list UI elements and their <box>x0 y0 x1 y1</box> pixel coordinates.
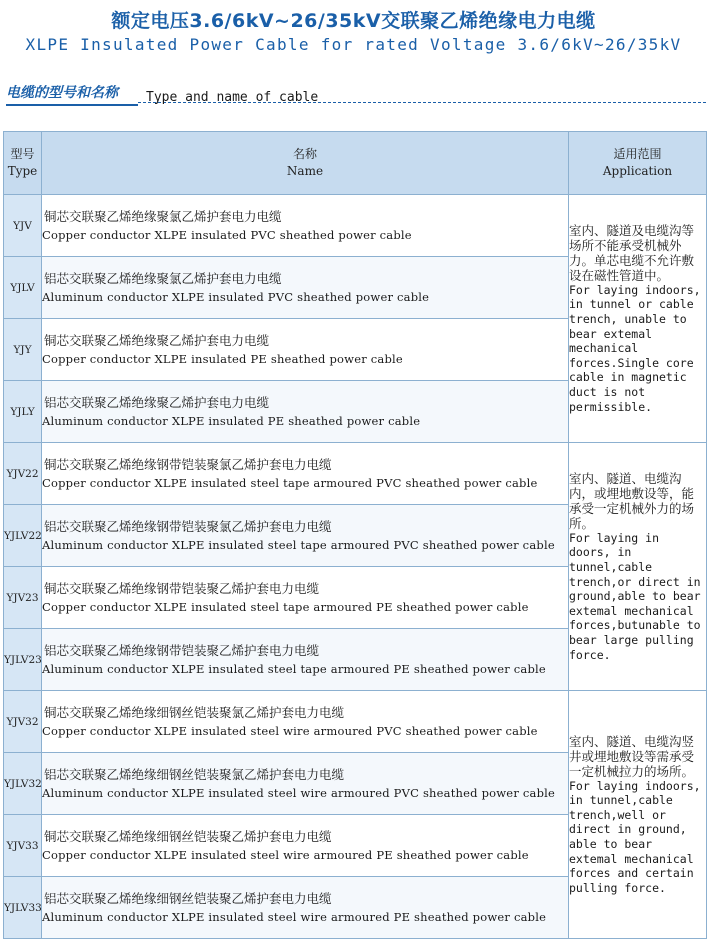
cell-model: YJV <box>4 195 42 257</box>
cable-table <box>3 131 707 939</box>
cable-name-zh: 铜芯交联聚乙烯绝缘聚氯乙烯护套电力电缆 <box>44 208 282 224</box>
cable-name-en: Copper conductor XLPE insulated steel wire armoured PVC sheathed power cable <box>42 723 538 738</box>
cell-model: YJLV <box>4 257 42 319</box>
cell-name <box>42 815 569 877</box>
cell-model: YJLV33 <box>4 877 42 939</box>
cable-name-en: Aluminum conductor XLPE insulated PVC sheathed power cable <box>42 289 430 304</box>
application-en: For laying indoors, in tunnel,cable trench,well or direct in ground, able to bear extemal mechanical forces and certain pulling force. <box>569 778 701 895</box>
cable-name-en: Aluminum conductor XLPE insulated steel tape armoured PVC sheathed power cable <box>42 537 555 552</box>
cable-name-zh: 铝芯交联聚乙烯绝缘细钢丝铠装聚氯乙烯护套电力电缆 <box>44 766 345 782</box>
header-model-zh: 型号 <box>10 147 35 161</box>
application-zh: 室内、隧道、电缆沟内，或埋地敷设等，能承受一定机械外力的场所。 <box>569 470 695 531</box>
cell-name <box>42 443 569 505</box>
cable-name-en: Aluminum conductor XLPE insulated PE sheathed power cable <box>42 413 421 428</box>
application-en: For laying indoors, in tunnel or cable trench, unable to bear extemal mechanical forces.Single core cable in magnetic duct is not permissible. <box>569 282 701 414</box>
cell-name <box>42 567 569 629</box>
table-row <box>4 195 707 257</box>
table-row <box>4 443 707 505</box>
cable-name-zh: 铝芯交联聚乙烯绝缘钢带铠装聚氯乙烯护套电力电缆 <box>44 518 332 534</box>
cable-name-zh: 铜芯交联聚乙烯绝缘细钢丝铠装聚氯乙烯护套电力电缆 <box>44 704 345 720</box>
cable-name-zh: 铜芯交联聚乙烯绝缘聚乙烯护套电力电缆 <box>44 332 270 348</box>
page-title-en: XLPE Insulated Power Cable for rated Voltage 3.6/6kV~26/35kV <box>25 35 682 54</box>
cell-application <box>569 195 707 443</box>
section-header <box>6 80 706 110</box>
header-name-zh: 名称 <box>292 147 317 161</box>
cable-name-en: Aluminum conductor XLPE insulated steel wire armoured PVC sheathed power cable <box>42 785 556 800</box>
table-header-row <box>4 132 707 195</box>
cell-name <box>42 319 569 381</box>
cell-application <box>569 691 707 939</box>
cell-application <box>569 443 707 691</box>
cell-name <box>42 257 569 319</box>
header-model-en: Type <box>7 164 38 178</box>
cell-model: YJLV32 <box>4 753 42 815</box>
cable-name-en: Copper conductor XLPE insulated steel tape armoured PE sheathed power cable <box>42 599 529 614</box>
cable-name-en: Copper conductor XLPE insulated steel tape armoured PVC sheathed power cable <box>42 475 538 490</box>
header-application <box>569 132 707 195</box>
cell-model: YJV32 <box>4 691 42 753</box>
cable-name-zh: 铝芯交联聚乙烯绝缘细钢丝铠装聚乙烯护套电力电缆 <box>44 890 332 906</box>
cable-name-zh: 铝芯交联聚乙烯绝缘聚乙烯护套电力电缆 <box>44 394 270 410</box>
cell-model: YJLV22 <box>4 505 42 567</box>
cell-name <box>42 877 569 939</box>
application-zh: 室内、隧道、电缆沟竖井或埋地敷设等需承受一定机械拉力的场所。 <box>569 733 695 779</box>
cell-name <box>42 195 569 257</box>
cable-name-zh: 铜芯交联聚乙烯绝缘钢带铠装聚乙烯护套电力电缆 <box>44 580 320 596</box>
cell-name <box>42 691 569 753</box>
cable-name-zh: 铜芯交联聚乙烯绝缘细钢丝铠装聚乙烯护套电力电缆 <box>44 828 332 844</box>
cell-model: YJLY <box>4 381 42 443</box>
header-app-en: Application <box>602 164 673 178</box>
cable-name-zh: 铜芯交联聚乙烯绝缘钢带铠装聚氯乙烯护套电力电缆 <box>44 456 332 472</box>
cell-name <box>42 753 569 815</box>
cell-name <box>42 629 569 691</box>
table-row <box>4 691 707 753</box>
cable-name-en: Aluminum conductor XLPE insulated steel wire armoured PE sheathed power cable <box>42 909 547 924</box>
cable-name-en: Copper conductor XLPE insulated PVC sheathed power cable <box>42 227 412 242</box>
application-en: For laying in doors, in tunnel,cable trench,or direct in ground,able to bear extemal mechanical forces,butunable to bear large pulling force. <box>569 530 701 662</box>
cell-model: YJV22 <box>4 443 42 505</box>
header-model <box>4 132 42 195</box>
cell-model: YJY <box>4 319 42 381</box>
header-app-zh: 适用范围 <box>613 147 662 161</box>
cell-model: YJV33 <box>4 815 42 877</box>
cable-name-en: Copper conductor XLPE insulated steel wire armoured PE sheathed power cable <box>42 847 529 862</box>
section-title-zh: 电缆的型号和名称 <box>6 85 118 101</box>
cell-model: YJLV23 <box>4 629 42 691</box>
cell-model: YJV23 <box>4 567 42 629</box>
cell-name <box>42 505 569 567</box>
cable-name-en: Aluminum conductor XLPE insulated steel tape armoured PE sheathed power cable <box>42 661 546 676</box>
page-title-zh: 额定电压3.6/6kV~26/35kV交联聚乙烯绝缘电力电缆 <box>111 10 596 32</box>
cable-name-zh: 铝芯交联聚乙烯绝缘钢带铠装聚乙烯护套电力电缆 <box>44 642 320 658</box>
header-name-en: Name <box>286 164 324 178</box>
section-title-en: Type and name of cable <box>146 90 319 105</box>
application-zh: 室内、隧道及电缆沟等场所不能承受机械外力。单芯电缆不允许敷设在磁性管道中。 <box>569 222 695 283</box>
cable-name-zh: 铝芯交联聚乙烯绝缘聚氯乙烯护套电力电缆 <box>44 270 282 286</box>
cell-name <box>42 381 569 443</box>
cable-name-en: Copper conductor XLPE insulated PE sheathed power cable <box>42 351 403 366</box>
table-body <box>4 195 707 939</box>
header-name <box>42 132 569 195</box>
